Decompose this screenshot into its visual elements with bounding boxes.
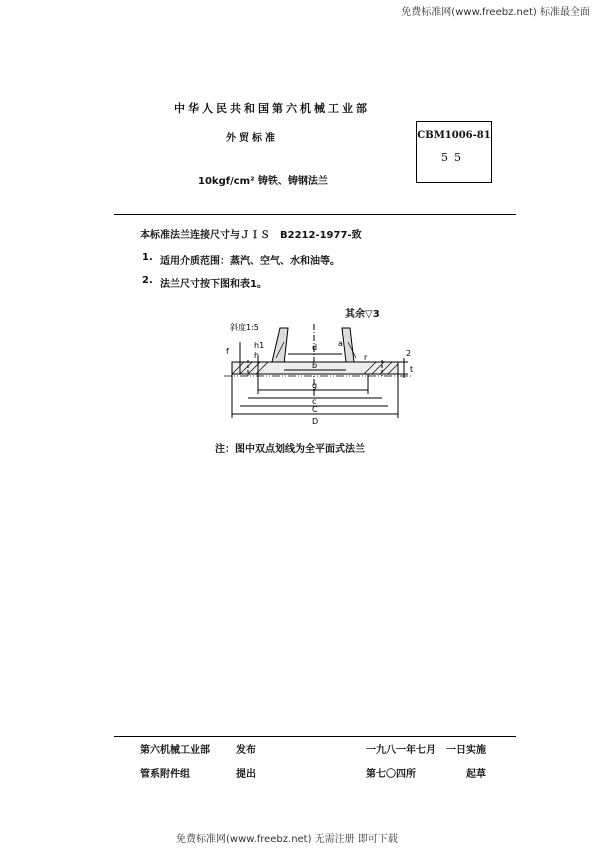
item-2-number: 2. xyxy=(142,275,153,286)
effective-date: 一九八一年七月 一日实施 xyxy=(366,745,486,756)
header-rule xyxy=(114,214,516,215)
proposer: 管系附件组 xyxy=(140,769,190,780)
label-C: C xyxy=(312,405,318,414)
ministry-title: 中华人民共和国第六机械工业部 xyxy=(174,102,370,115)
propose-label: 提出 xyxy=(236,769,256,780)
label-t: t xyxy=(410,365,414,374)
draft-label: 起草 xyxy=(466,769,486,780)
footer-rule xyxy=(114,736,516,737)
label-r: r xyxy=(364,353,368,362)
standard-code: CBM1006-81 xyxy=(417,130,491,141)
label-a: a xyxy=(338,339,343,348)
item-1-number: 1. xyxy=(142,252,153,263)
label-f: f xyxy=(226,347,229,356)
standard-code-box xyxy=(416,121,492,183)
label-h1: h1 xyxy=(254,341,265,350)
label-d: d xyxy=(312,343,318,352)
issuer: 第六机械工业部 xyxy=(140,745,210,756)
standard-category: 外贸标准 xyxy=(226,133,278,144)
surface-finish-note: 其余▽3 xyxy=(345,309,380,320)
issue-label: 发布 xyxy=(236,745,256,756)
standard-number: 55 xyxy=(441,151,467,164)
label-D: D xyxy=(312,417,319,426)
document-title: 10kgf/cm² 铸铁、铸钢法兰 xyxy=(198,176,328,187)
top-banner: 免费标准网(www.freebz.net) 标准最全面 xyxy=(401,7,590,18)
flange-cross-section-diagram xyxy=(218,302,418,434)
bottom-banner: 免费标准网(www.freebz.net) 无需注册 即可下载 xyxy=(176,834,398,845)
drafter: 第七〇四所 xyxy=(366,769,416,780)
diagram-note: 注：图中双点划线为全平面式法兰 xyxy=(215,444,365,455)
intro-text: 本标准法兰连接尺寸与ＪＩＳ B2212-1977-致 xyxy=(140,230,362,241)
label-c: c xyxy=(312,397,317,406)
item-1-text: 适用介质范围：蒸汽、空气、水和油等。 xyxy=(160,256,340,267)
chamfer-label: 斜度1:5 xyxy=(230,323,259,332)
item-2-text: 法兰尺寸按下图和表1。 xyxy=(160,279,267,290)
label-b: b xyxy=(312,361,318,370)
label-2: 2 xyxy=(406,349,412,358)
label-g: g xyxy=(312,381,318,390)
label-h: h xyxy=(254,351,260,360)
